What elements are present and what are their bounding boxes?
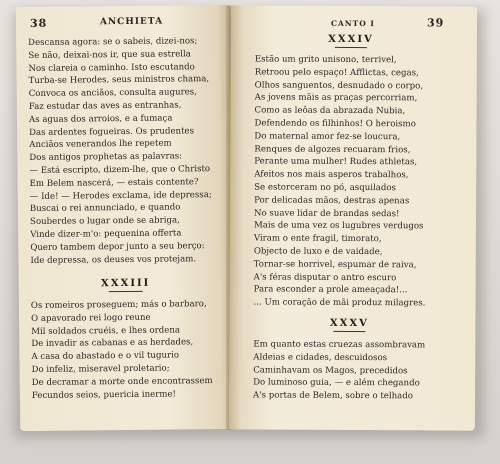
verse-line: Do maternal amor fez-se loucura, [254,131,401,143]
section-rule [333,331,365,332]
verse-line: Se não, deixai-nos ir, que sua estrella [28,49,191,61]
verse-line: Em Belem nascerá, — estais contente? [29,176,199,189]
right-stanza-xxxiv-text [254,53,427,310]
verse-line: Viram o ente fragil, timorato, [253,233,382,245]
verse-line: Se estorceram no pó, asquilados [254,182,396,194]
verse-line: Do infeliz, miseravel proletario; [31,363,170,375]
left-page-header [30,15,216,30]
verse-line: Para esconder a prole ameaçada!... [253,284,408,296]
right-running-head: CANTO I [330,18,375,29]
verse-line: Dos antigos prophetas as palavras: [29,151,183,164]
verse-line: Renques de algozes recuaram frios, [254,144,411,155]
verse-line: Caminhavam os Magos, precedidos [253,365,408,376]
verse-line: A's féras disputar o antro escuro [253,272,397,283]
left-page-number: 38 [29,16,48,30]
verse-line: Ide depressa, os deuses vos protejam. [30,253,197,266]
right-page [229,5,477,430]
verse-line: Das ardentes fogueiras. Os prudentes [29,125,195,138]
verse-line: Tornar-se horrivel, espumar de raiva, [253,259,417,271]
verse-line: Do luminoso guia, — e além chegando [253,377,420,389]
verse-line: Objecto de luxo e de vaidade, [253,246,383,258]
verse-line: Vinde dizer-m'o: pequenina offerta [30,228,182,240]
right-stanza-xxxv-text [253,338,425,403]
section-title-xxxiii: XXXIII [100,277,151,290]
verse-line: Faz estudar das aves as entranhas, [28,100,182,112]
left-running-head: ANCHIETA [99,16,164,28]
verse-line: Afeitos nos mais asperos trabalhos, [254,169,409,181]
verse-line: Descansa agora: se o sabeis, dizei-nos; [28,36,198,49]
verse-line: Aldeias e cidades, descuidosos [253,352,388,363]
verse-line: Em quanto estas cruezas assombravam [253,339,426,351]
verse-line: Quero tambem depor junto a seu berço: [30,240,205,253]
verse-line: Anciãos venerandos lhe repetem [29,138,172,151]
verse-line: De invadir as cabanas e as herdades, [31,337,194,350]
verse-line: No suave lidar de brandas sedas! [253,208,400,219]
verse-line: O apavorado rei logo reune [30,312,151,324]
verse-line: As aguas dos arroios, e a fumaça [28,113,173,125]
section-title-xxxiv: XXXIV [328,33,374,46]
verse-line: Mais de uma vez os lugubres verdugos [253,220,424,232]
verse-line: Estão um grito unisono, terrivel, [254,54,397,66]
verse-line: Por delicadas mãos, destras apenas [254,195,410,207]
verse-line: Defendendo os filhinhos! O heroismo [254,118,416,130]
verse-line: — Ide! — Herodes exclama, ide depressa; [29,189,212,202]
verse-line: Os romeiros proseguem; más o barbaro, [30,299,207,311]
verse-line: Retroou pelo espaço! Afflictas, cegas, [254,67,419,79]
verse-line: Como as leôas da abrazada Nubia, [254,105,406,117]
verse-line: A casa do abastado e o vil tugurio [31,350,180,363]
verse-line: Convoca os anciãos, consulta augures, [28,87,197,100]
verse-line: Fecundos seios, puericia inerme! [31,389,177,401]
verse-line: Buscai o rei annunciado, e quando [29,202,181,215]
verse-line: — Está escripto, dizem-lhe, que o Christo [29,164,211,176]
verse-line: Olhos sanguentos, desnudado o corpo, [254,80,424,91]
verse-line: Perante uma mulher! Rudes athletas, [254,156,418,168]
verse-line: Mil soldados cruéis, e lhes ordena [31,325,181,337]
verse-line: ... Um coração de mãi produz milagres. [253,297,426,309]
left-page [16,5,234,431]
section-title-xxxv: XXXV [329,317,369,330]
verse-line: A's portas de Belem, sobre o telhado [253,390,414,402]
verse-line: Souberdes o lugar onde se abriga, [29,215,180,228]
left-stanza-text [28,35,212,267]
left-stanza-xxxiii-text [31,298,213,402]
verse-line: As jovens mãis as praças percorriam, [254,92,418,104]
verse-line: Turba-se Herodes, seus ministros chama, [28,74,210,87]
section-rule [109,291,143,292]
right-page-number: 39 [426,16,445,30]
verse-line: De decramar a morte onde encontrassem [31,375,213,388]
section-rule [335,47,367,48]
verse-line: Nos clareia o caminho. Isto escutando [28,61,195,74]
